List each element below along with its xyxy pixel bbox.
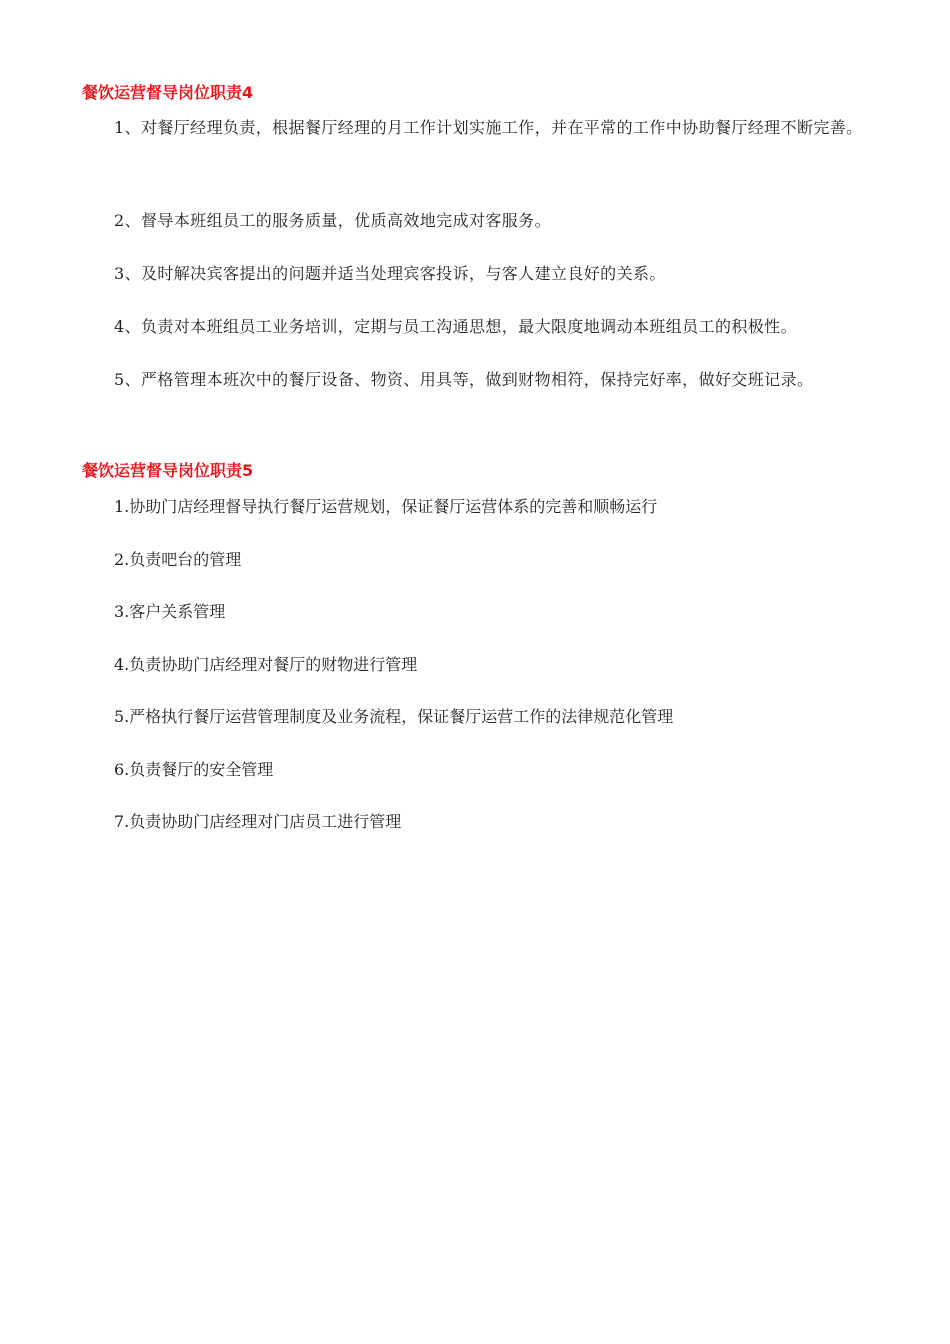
section-5-item-1: 1.协助门店经理督导执行餐厅运营规划，保证餐厅运营体系的完善和顺畅运行 [114, 497, 658, 516]
section-4-heading: 餐饮运营督导岗位职责4 [82, 83, 254, 102]
section-4-item-2: 2、督导本班组员工的服务质量，优质高效地完成对客服务。 [114, 211, 551, 230]
section-5-item-3: 3.客户关系管理 [114, 602, 226, 621]
section-5-heading: 餐饮运营督导岗位职责5 [82, 461, 254, 480]
section-4-item-3: 3、及时解决宾客提出的问题并适当处理宾客投诉，与客人建立良好的关系。 [114, 264, 666, 283]
section-5-item-5: 5.严格执行餐厅运营管理制度及业务流程，保证餐厅运营工作的法律规范化管理 [114, 707, 674, 726]
section-5-item-6: 6.负责餐厅的安全管理 [114, 760, 274, 779]
section-4-item-1: 1、对餐厅经理负责，根据餐厅经理的月工作计划实施工作，并在平常的工作中协助餐厅经理不断完善。 [114, 118, 863, 137]
section-4-item-5: 5、严格管理本班次中的餐厅设备、物资、用具等，做到财物相符，保持完好率，做好交班记录。 [114, 370, 814, 389]
section-5-item-2: 2.负责吧台的管理 [114, 550, 242, 569]
section-5-item-7: 7.负责协助门店经理对门店员工进行管理 [114, 812, 402, 831]
section-4-item-4: 4、负责对本班组员工业务培训，定期与员工沟通思想，最大限度地调动本班组员工的积极性。 [114, 317, 797, 336]
section-5-item-4: 4.负责协助门店经理对餐厅的财物进行管理 [114, 655, 418, 674]
